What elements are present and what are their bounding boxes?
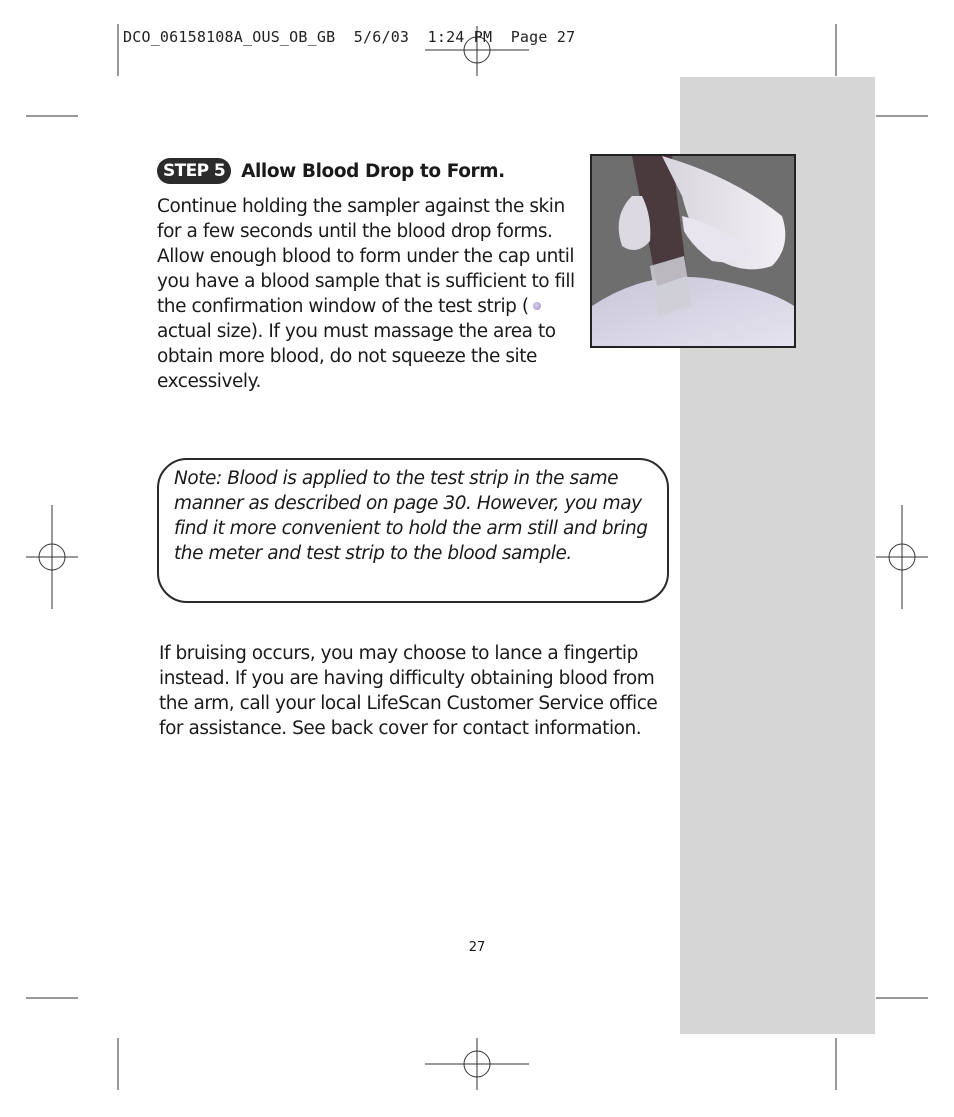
step-body-part-1: Continue holding the sampler against the skin for a few seconds until the blood drop forms. Allow enough blood to form under the cap until you have a blood sample that is sufficient to fill the confirmation window of the test strip ( xyxy=(157,196,575,317)
step-body-text xyxy=(157,194,577,394)
registration-crosshair-icon-left xyxy=(26,505,78,609)
sampler-photo xyxy=(590,154,796,348)
step-title: Allow Blood Drop to Form. xyxy=(241,160,505,182)
print-slug-line: DCO_06158108A_OUS_OB_GB 5/6/03 1:24 PM Page 27 xyxy=(123,28,576,46)
step-heading xyxy=(157,156,505,186)
blood-drop-size-dot-icon xyxy=(533,302,541,310)
note-text: Note: Blood is applied to the test strip in the same manner as described on page 30. However, you may find it more convenient to hold the arm still and bring the meter and test strip to the blood sample. xyxy=(174,468,648,564)
registration-crosshair-icon-bottom xyxy=(425,1038,529,1090)
step-badge: STEP 5 xyxy=(157,158,231,184)
step-body-part-2: actual size). If you must massage the area to obtain more blood, do not squeeze the site excessively. xyxy=(157,321,556,392)
sampler-photo-illustration xyxy=(592,156,794,346)
page-number: 27 xyxy=(468,940,486,955)
note-box xyxy=(157,458,669,603)
registration-crosshair-icon-right xyxy=(876,505,928,609)
bruising-paragraph: If bruising occurs, you may choose to lance a fingertip instead. If you are having difficulty obtaining blood from the arm, call your local LifeScan Customer Service office for assistance. See back cover for contact information. xyxy=(159,643,658,739)
